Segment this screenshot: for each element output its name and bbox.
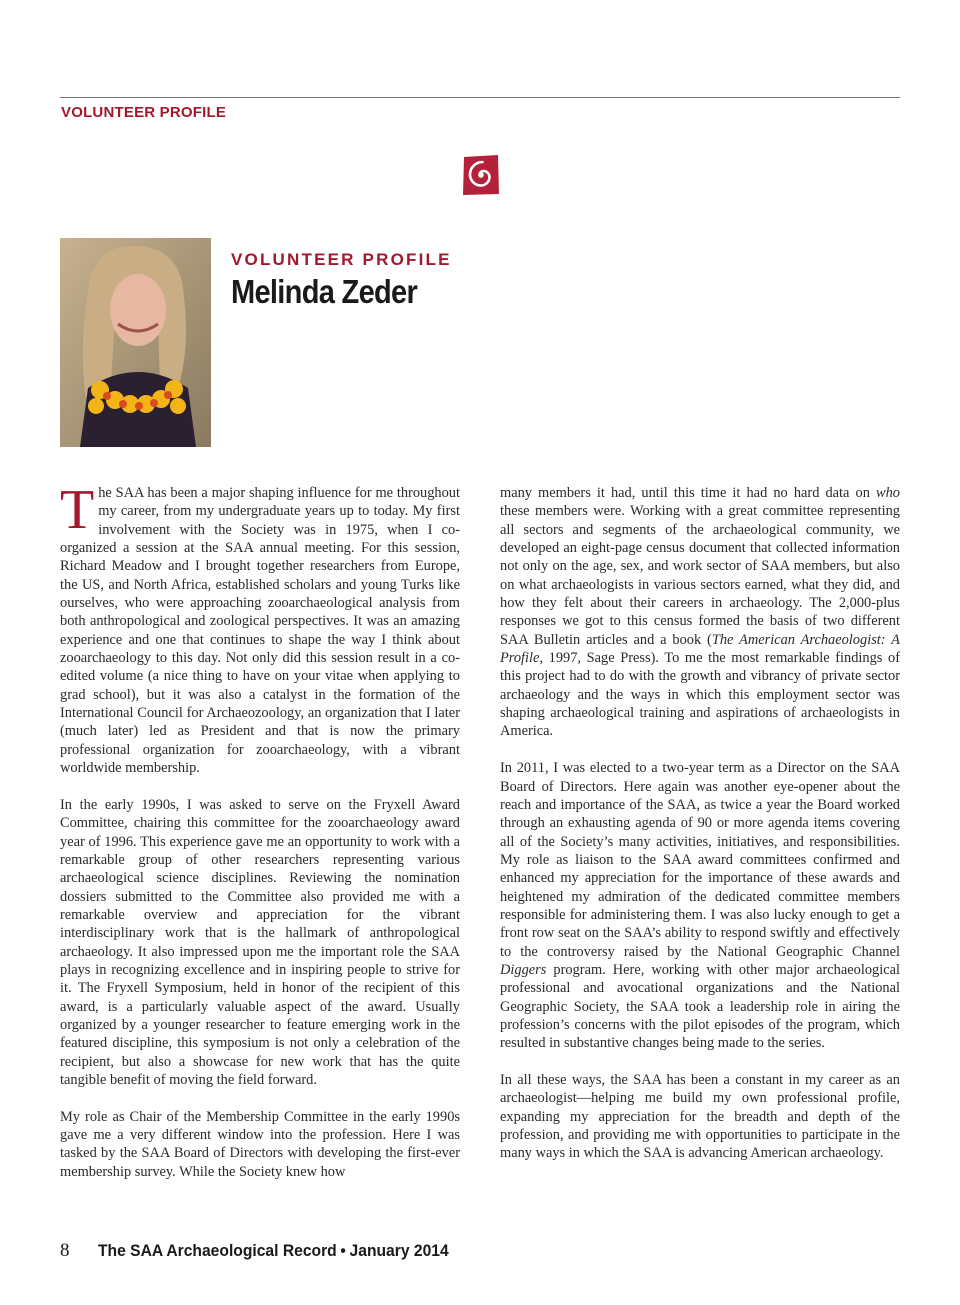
page-footer bbox=[60, 1240, 479, 1262]
book-title: The American Archaeologist: A Profile bbox=[500, 631, 900, 667]
article-left-column bbox=[60, 479, 460, 1199]
article-right-column bbox=[500, 484, 900, 1181]
paragraph: In all these ways, the SAA has been a constant in my career as an archaeologist—helping me build my own professional profile, expanding my appreciation for the breadth and depth of the profession, and providing me with opportunities to participate in the many ways in which the SAA is advancing American archaeology. bbox=[500, 1072, 900, 1162]
drop-cap: T bbox=[60, 479, 95, 541]
emphasis: who bbox=[876, 485, 900, 501]
page-number: 8 bbox=[60, 1240, 70, 1261]
section-label: VOLUNTEER PROFILE bbox=[61, 104, 227, 121]
paragraph: In 2011, I was elected to a two-year term as a Director on the SAA Board of Directors. Here again was another eye-opener about the reach and importance of the SAA, as twice a year the Board worked through an exhausting agenda of 90 or more agenda items covering all of the Society’s many activities, initiatives, and responsibilities. My role as liaison to the SAA award committees confirmed and enhanced my appreciation for the importance of these awards and heightened my admiration of the dedicated committee members responsible for administering them. I was also lucky enough to get a front row seat on the SAA’s ability to respond swiftly and effectively to the controversy raised by the National Geographic Channel Diggers program. Here, working with other major archaeological professional and avocational organizations and the National Geographic Society, the SAA took a leadership role in airing the profession’s concerns with the pilot episodes of the program, which resulted in substantive changes being made to the series. bbox=[500, 760, 900, 1052]
paragraph: My role as Chair of the Membership Committee in the early 1990s gave me a very different window into the profession. Here I was tasked by the SAA Board of Directors with developing the first-ever membership survey. While the Society knew how bbox=[60, 1108, 460, 1180]
bullet-separator: • bbox=[339, 1241, 346, 1260]
profile-name: Melinda Zeder bbox=[231, 273, 418, 310]
portrait-photo bbox=[60, 238, 211, 447]
paragraph: many members it had, until this time it had no hard data on who these members were. Working with a great committee representing all sectors and segments of the archaeological community, we developed an eight-page census document that collected information not only on the age, sex, and work sector of SAA members, but also on what archaeologists in various sectors earned, what they did, and how they felt about their careers in archaeology. The 2,000-plus responses we got to this census formed the basis of two different SAA Bulletin articles and a book (The American Archaeologist: A Profile, 1997, Sage Press). To me the most remarkable findings of this project had to do with the growth and vibrancy of private sector archaeology and the ways in which this employment sector was shaping archaeological training and aspirations of archaeologists in America. bbox=[500, 485, 900, 740]
profile-kicker: VOLUNTEER PROFILE bbox=[231, 250, 452, 269]
spiral-logo-icon bbox=[461, 153, 501, 197]
journal-title: The SAA Archaeological Record • January 2014 bbox=[97, 1241, 449, 1260]
issue-date: January 2014 bbox=[349, 1241, 449, 1260]
paragraph: In the early 1990s, I was asked to serve on the Fryxell Award Committee, chairing this committee for the zooarchaeology award year of 1996. This experience gave me an opportunity to work with a remarkable group of other researchers representing various archaeological science disciplines. Reviewing the nomination dossiers submitted to the Committee also provided me with a remarkable overview and appreciation for the vibrant interdisciplinary work that is the hallmark of anthropological archaeology. It also impressed upon me the important role the SAA plays in recognizing excellence and in inspiring people to strive for it. The Fryxell Symposium, held in honor of the recipient of this award, is a particularly valuable aspect of the award. Usually organized by a younger researcher to feature emerging work in the featured discipline, this symposium is not only a celebration of the recipient, but also a showcase for new work that has the quite tangible benefit of moving the field forward. bbox=[60, 796, 460, 1088]
header-rule bbox=[60, 97, 900, 98]
program-title: Diggers bbox=[500, 961, 547, 978]
paragraph: The SAA has been a major shaping influence for me throughout my career, from my undergraduate years up to today. My first involvement with the Society was in 1975, when I co-organized a session at the SAA annual meeting. For this session, Richard Meadow and I brought together researchers from Europe, the US, and North Africa, established scholars and young Turks like ourselves, who were approaching zooarchaeological analysis from both anthropological and zoological perspectives. It was an amazing experience and one that continues to shape the way I think about zooarchaeology to this day. Not only did this session result in a co-edited volume (a nice thing to have on your vitae when applying to grad school), but it was also a catalyst in the formation of the International Council for Archaeozoology, an organization that I later (much later) led as President and that is now the primary professional organization for zooarchaeology, with a vibrant worldwide membership. bbox=[60, 479, 460, 777]
